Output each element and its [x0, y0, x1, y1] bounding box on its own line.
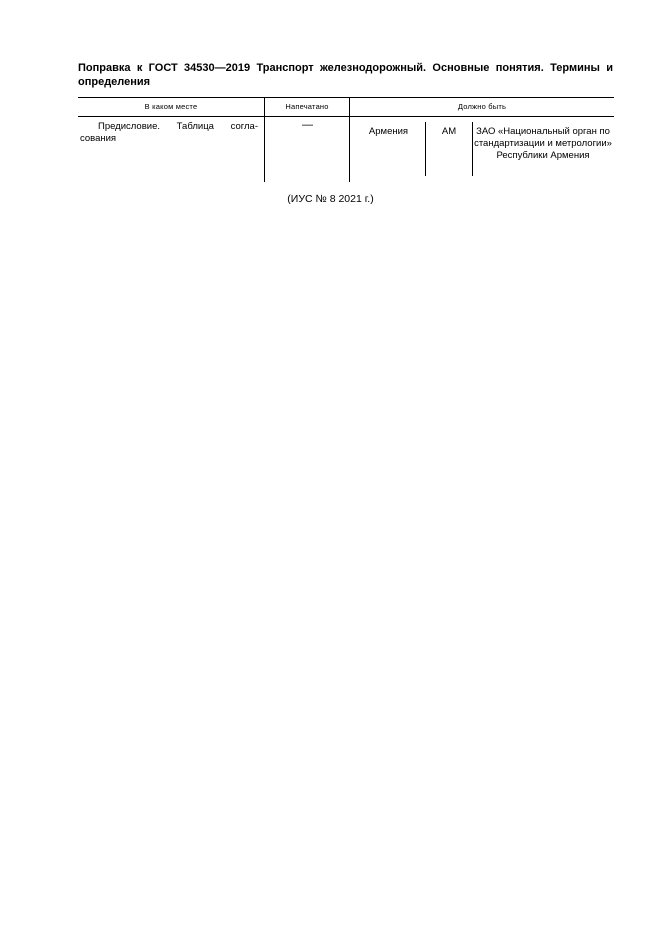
cell-organization: ЗАО «Национальный орган по стандартизации и метрологии» Республики Армения — [474, 126, 612, 161]
cell-country: Армения — [368, 126, 409, 137]
header-place: В каком месте — [144, 102, 198, 111]
publication-reference: (ИУС № 8 2021 г.) — [287, 193, 374, 205]
cell-country-code: AM — [441, 126, 457, 137]
header-should-be: Должно быть — [457, 102, 507, 111]
cell-printed: — — [302, 119, 313, 131]
table-header-rule — [78, 116, 614, 117]
cell-place: Предисловие. Таблица согласования — [80, 121, 258, 144]
header-printed: Напечатано — [285, 102, 329, 111]
document-title: Поправка к ГОСТ 34530—2019 Транспорт железнодорожный. Основные понятия. Термины и определения — [78, 62, 613, 88]
